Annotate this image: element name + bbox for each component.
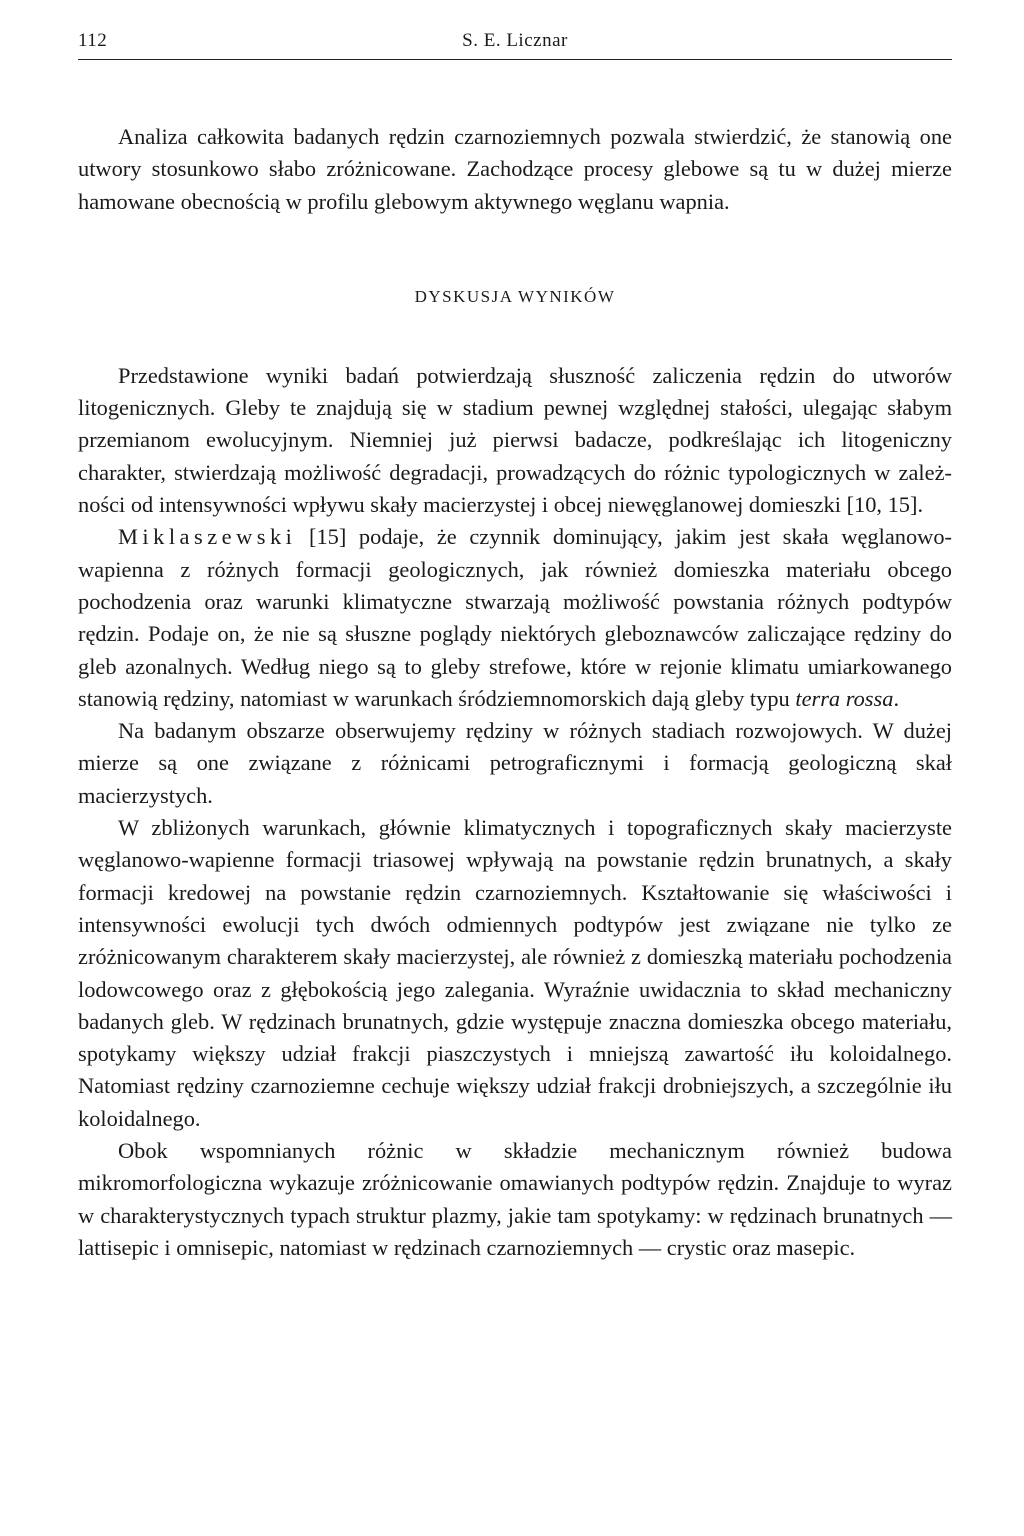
page-number: 112 — [78, 30, 108, 51]
paragraph-text-end: . — [893, 685, 900, 711]
paragraph-discussion-intro: Przedstawione wyniki badań potwierdzają słuszność zaliczenia rędzin do utworów litogenicznych. Gleby te znajdują się w stadium pewnej względnej stałości, ulegając słabym przemianom ewolucyjnym. Niemniej już pierwsi badacze, podkreślając ich litogeniczny charakter, stwierdzają możliwość degradacji, prowadzących do różnic typologicznych w zależności od intensywności wpływu skały macierzystej i obcej niewęglanowej domieszki [10, 15]. — [78, 362, 952, 518]
header-rule — [78, 59, 952, 60]
page — [78, 30, 952, 1264]
section-title: DYSKUSJA WYNIKÓW — [414, 286, 616, 306]
paragraph-text: [15] podaje, że czynnik dominujący, jakim jest skała węglanowo-wapienna z różnych formacji geologicznych, jak również domieszka materiału obcego pochodzenia oraz warunki klimatyczne stwarzają możliwość powstania różnych podtypów rędzin. Podaje on, że nie są słuszne poglądy niektórych gleboznawców zaliczające rędziny do gleb azonalnych. Według niego są to gleby strefowe, które w rejonie klimatu umiarkowanego stanowią rędziny, natomiast w warunkach śródziemnomorskich dają gleby typu — [78, 524, 952, 711]
cited-author: Miklaszewski — [118, 524, 297, 550]
article-body — [78, 121, 952, 1264]
paragraph-study-area: Na badanym obszarze obserwujemy rędziny w różnych stadiach rozwojowych. W dużej mierze są one związane z różnicami petrograficznymi i formacją geologiczną skał macierzystych. — [78, 718, 952, 808]
running-head — [78, 30, 952, 58]
paragraph-analysis-summary: Analiza całkowita badanych rędzin czarnoziemnych pozwala stwierdzić, że stanowią one utwory stosunkowo słabo zróżnicowane. Zachodzące procesy glebowe są tu w dużej mierze hamowane obecnością w profilu glebowym aktywnego węglanu wapnia. — [78, 124, 952, 214]
paragraph-micromorphology: Obok wspomnianych różnic w składzie mechanicznym również budowa mikromorfologiczna wykazuje zróżnicowanie omawianych podtypów rędzin. Znajduje to wyraz w charakterystycznych typach struktur plazmy, jakie tam spotykamy: w rędzinach brunatnych — lattisepic i omnisepic, natomiast w rędzinach czarnoziemnych — crystic oraz masepic. — [78, 1138, 952, 1260]
paragraph-similar-conditions: W zbliżonych warunkach, głównie klimatycznych i topograficznych skały macierzyste węglanowo-wapienne formacji triasowej wpływają na powstanie rędzin brunatnych, a skały formacji kredowej na powstanie rędzin czarnoziemnych. Kształtowanie się właściwości i intensywności ewolucji tych dwóch odmiennych podtypów jest związane nie tylko ze zróżnicowanym charakterem skały macierzystej, ale również z domieszką materiału pochodzenia lodowcowego oraz z głębokością jego zalegania. Wyraźnie uwidacznia to skład mechaniczny badanych gleb. W rędzinach brunatnych, gdzie występuje znaczna domieszka obcego materiału, spotykamy większy udział frakcji piaszczystych i mniejszą zawartość iłu koloidalnego. Natomiast rędziny czarnoziemne cechuje większy udział frakcji drobniejszych, a szczególnie iłu koloidalnego. — [78, 815, 952, 1131]
italic-term: terra rossa — [795, 685, 894, 711]
paragraph-miklaszewski — [78, 521, 952, 715]
running-head-author: S. E. Licznar — [462, 30, 568, 51]
